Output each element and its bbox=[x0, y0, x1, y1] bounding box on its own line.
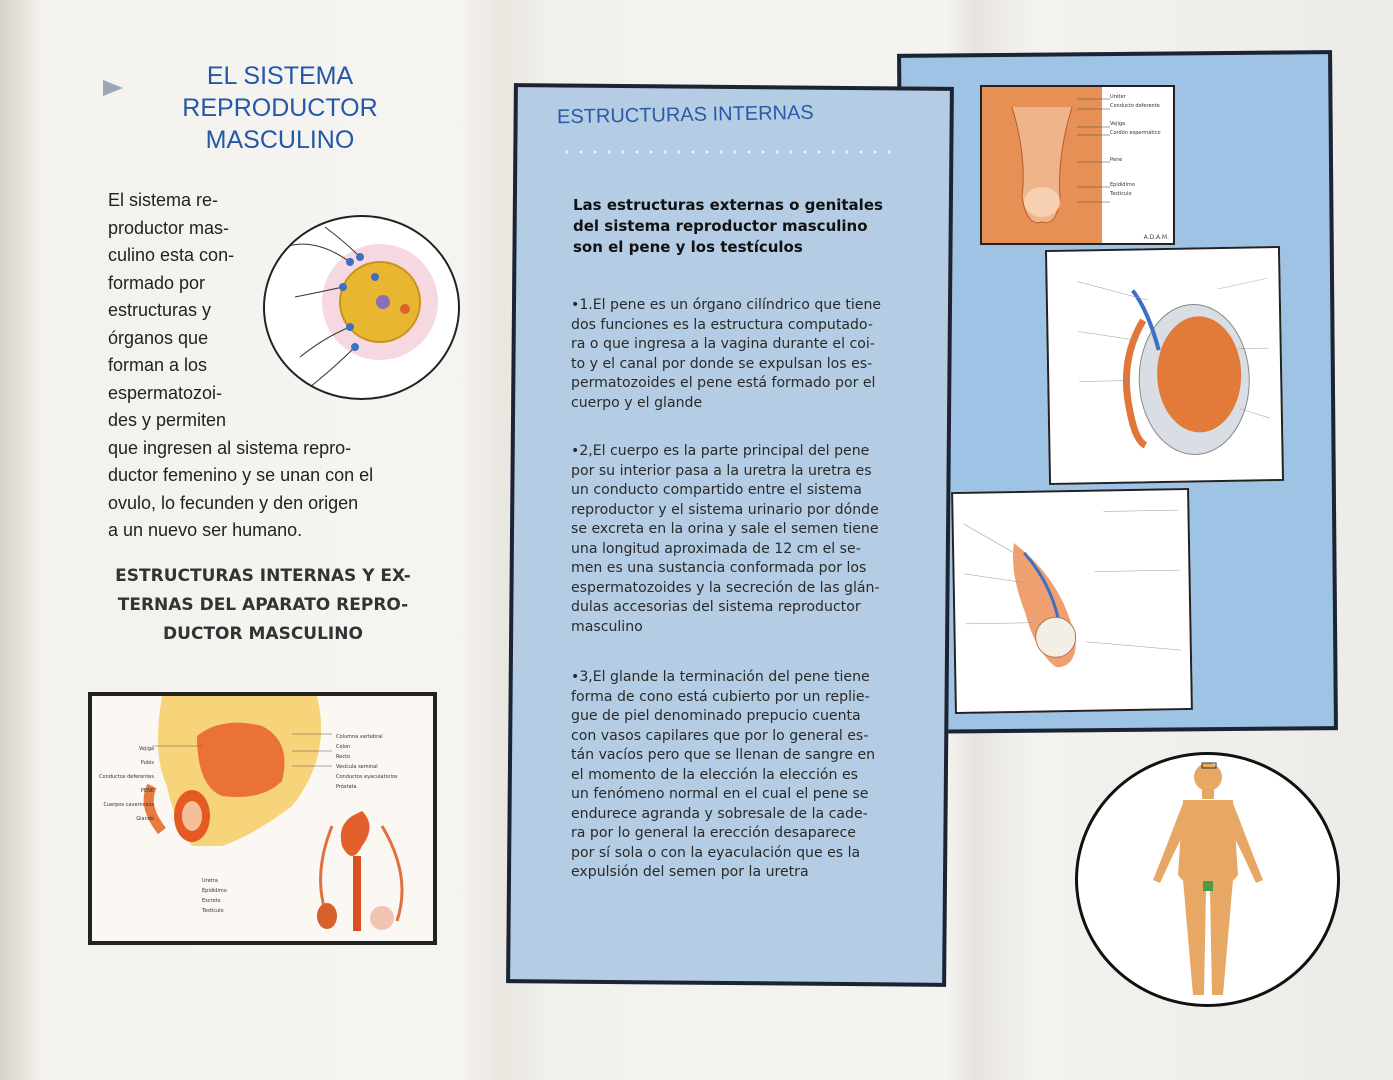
para-line: to y el canal por donde se expulsan los es- bbox=[571, 355, 873, 372]
external-genitalia-diagram bbox=[980, 85, 1175, 245]
intro-line: forman a los bbox=[108, 355, 208, 375]
intro-line: a un nuevo ser humano. bbox=[108, 520, 303, 540]
para-line: por su interior pasa a la uretra la uretra es bbox=[571, 462, 872, 479]
diagram-label: Conducto deferente bbox=[1110, 103, 1160, 109]
human-body-illustration bbox=[1075, 752, 1340, 1007]
paragraph-1 bbox=[571, 296, 911, 413]
diagram-label: Escroto bbox=[202, 898, 221, 904]
lead-text bbox=[573, 195, 913, 258]
para-line: forma de cono está cubierto por un replie- bbox=[571, 688, 870, 705]
brochure-title bbox=[150, 60, 410, 156]
diagram-label: Uretra bbox=[202, 878, 218, 884]
diagram-label: Vesícula seminal bbox=[336, 764, 378, 770]
lead-line: del sistema reproductor masculino bbox=[573, 217, 868, 235]
diagram-labels-bottom bbox=[202, 876, 227, 916]
subheading-line: ESTRUCTURAS INTERNAS Y EX- bbox=[115, 566, 411, 586]
title-line: MASCULINO bbox=[205, 126, 355, 154]
diagram-labels bbox=[1110, 93, 1161, 199]
diagram-label: Colon bbox=[336, 744, 351, 750]
penis-longitudinal-section-diagram bbox=[951, 488, 1193, 714]
lead-line: Las estructuras externas o genitales bbox=[573, 196, 883, 214]
diagram-label: Próstata bbox=[336, 784, 357, 790]
intro-line: culino esta con- bbox=[108, 245, 235, 265]
diagram-label: Epidídimo bbox=[1110, 182, 1135, 188]
diagram-labels bbox=[336, 732, 398, 792]
diagram-label: Cordón espermático bbox=[1110, 130, 1161, 136]
fertilization-illustration bbox=[263, 215, 460, 400]
diagram-label: Epidídimo bbox=[202, 888, 227, 894]
para-line: •3,El glande la terminación del pene tiene bbox=[571, 669, 870, 685]
intro-line: productor mas- bbox=[108, 217, 230, 238]
para-line: espermatozoides y la secreción de las glán- bbox=[571, 579, 880, 596]
title-line: EL SISTEMA bbox=[206, 62, 354, 90]
arrow-icon bbox=[103, 80, 123, 96]
intro-line: estructuras y bbox=[108, 300, 212, 320]
reproductive-system-diagram bbox=[88, 692, 437, 945]
testicle-cross-section-diagram bbox=[1045, 246, 1284, 485]
para-line: expulsión del semen por la uretra bbox=[571, 864, 809, 880]
para-line: cuerpo y el glande bbox=[571, 394, 703, 411]
para-line: por sí sola o con la eyaculación que es la bbox=[571, 844, 861, 861]
paragraph-3 bbox=[571, 668, 911, 883]
intro-line: ductor femenino y se unan con el bbox=[108, 465, 374, 485]
para-line: con vasos capilares que por lo general es- bbox=[571, 727, 869, 744]
diagram-label: Glande bbox=[136, 816, 154, 822]
diagram-label: Cuerpos cavernosos bbox=[103, 802, 154, 808]
diagram-label: Pubis bbox=[140, 760, 154, 766]
para-line: el momento de la elección la elección es bbox=[571, 766, 858, 783]
para-line: gue de piel denominado prepucio cuenta bbox=[571, 708, 861, 724]
para-line: un fenómeno normal en el cual el pene se bbox=[571, 786, 869, 802]
intro-line: ovulo, lo fecunden y den origen bbox=[108, 492, 359, 513]
diagram-label: Recto bbox=[336, 754, 351, 760]
para-line: men es una sustancia conformada por los bbox=[571, 560, 867, 576]
diagram-labels-left bbox=[96, 742, 154, 826]
diagram-label: Columna vertebral bbox=[336, 734, 383, 740]
para-line: dulas accesorias del sistema reproductor bbox=[571, 599, 861, 615]
diagram-label: Conductos deferentes bbox=[99, 774, 154, 780]
para-line: una longitud aproximada de 12 cm el se- bbox=[571, 540, 861, 557]
diagram-label: Conductos eyaculatorios bbox=[336, 774, 398, 780]
para-line: masculino bbox=[571, 618, 643, 635]
dotted-divider bbox=[560, 148, 900, 156]
subheading-line: TERNAS DEL APARATO REPRO- bbox=[117, 595, 409, 615]
para-line: permatozoides el pene está formado por el bbox=[571, 375, 876, 391]
adam-credit: A.D.A.M. bbox=[1143, 234, 1169, 241]
para-line: ra o que ingresa a la vagina durante el coi- bbox=[571, 336, 875, 352]
diagram-label: Vejiga bbox=[1110, 121, 1126, 127]
intro-line: El sistema re- bbox=[108, 190, 219, 210]
intro-line: espermatozoi- bbox=[108, 382, 223, 403]
intro-line: órganos que bbox=[108, 327, 209, 348]
diagram-label: Vejiga bbox=[138, 746, 154, 752]
para-line: •1.El pene es un órgano cilíndrico que tiene bbox=[571, 297, 882, 313]
diagram-label: Testículo bbox=[1110, 191, 1132, 197]
para-line: endurece agranda y sobresale de la cade- bbox=[571, 805, 868, 822]
paragraph-2 bbox=[571, 442, 911, 637]
section-heading: ESTRUCTURAS INTERNAS bbox=[556, 101, 814, 129]
intro-line: des y permiten bbox=[108, 410, 227, 430]
para-line: reproductor y el sistema urinario por dónde bbox=[571, 501, 879, 518]
diagram-label: PENE bbox=[140, 788, 154, 794]
para-line: •2,El cuerpo es la parte principal del pene bbox=[571, 443, 870, 459]
para-line: tán vacíos pero que se llenan de sangre en bbox=[571, 747, 876, 763]
para-line: ra por lo general la erección desaparece bbox=[571, 825, 856, 841]
para-line: dos funciones es la estructura computado- bbox=[571, 316, 873, 333]
diagram-label: Testículo bbox=[202, 908, 224, 914]
diagram-label: Pene bbox=[1110, 157, 1123, 163]
title-line: REPRODUCTOR bbox=[182, 94, 378, 122]
para-line: un conducto compartido entre el sistema bbox=[571, 482, 862, 498]
subheading-line: DUCTOR MASCULINO bbox=[163, 624, 363, 644]
lead-line: son el pene y los testículos bbox=[573, 238, 803, 256]
diagram-label: Uréter bbox=[1110, 94, 1126, 100]
intro-line: que ingresen al sistema repro- bbox=[108, 437, 352, 458]
intro-line: formado por bbox=[108, 272, 206, 293]
section-subheading bbox=[108, 562, 418, 649]
para-line: se excreta en la orina y sale el semen tiene bbox=[571, 521, 879, 537]
